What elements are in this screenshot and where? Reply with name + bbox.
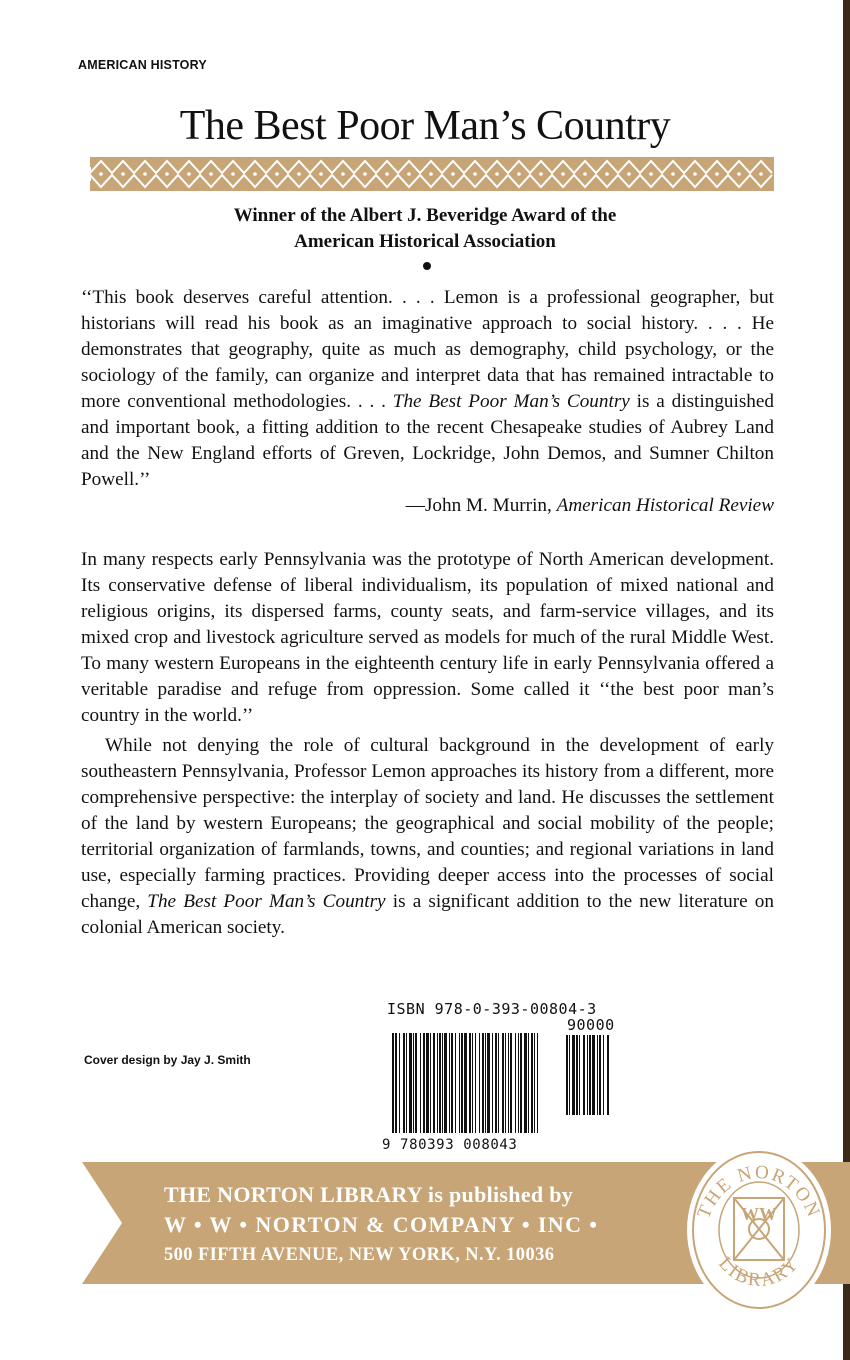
barcode-addon-bar [603,1035,604,1115]
reviewer-name: —John M. Murrin, [405,495,557,516]
ornament-dot [187,172,191,176]
barcode-bar [464,1033,467,1133]
barcode-bar [420,1033,421,1133]
barcode-bar [426,1033,429,1133]
barcode-addon-bar [592,1035,595,1115]
barcode-bar [520,1033,522,1133]
ornament-dot [407,172,411,176]
barcode-bar [505,1033,506,1133]
ornament-dot [253,172,257,176]
ornament-dot [451,172,455,176]
barcode-bar [498,1033,499,1133]
barcode-bar [409,1033,412,1133]
ornament-zigzag-lower [90,175,772,187]
barcode-addon-bar [566,1035,568,1115]
ornament-dot [693,172,697,176]
barcode-bar [430,1033,431,1133]
bullet-dot [423,262,431,270]
barcode-number: 9 780393 008043 [382,1137,518,1153]
decorative-zigzag-border [90,157,774,191]
category-label: AMERICAN HISTORY [78,58,207,72]
ornament-dot [209,172,213,176]
review-book-title: The Best Poor Man’s Country [392,391,630,412]
barcode-bar [482,1033,484,1133]
barcode-bar [518,1033,519,1133]
barcode-bar [479,1033,480,1133]
seal-text-top: THE NORTON [693,1161,825,1222]
barcode-bar [461,1033,463,1133]
barcode-bar [392,1033,394,1133]
barcode-bar [508,1033,509,1133]
barcode-bar [534,1033,535,1133]
ornament-dot [583,172,587,176]
barcode-addon-bar [587,1035,588,1115]
ornament-dot [539,172,543,176]
description-p2-part2: is a significant addition to the new literature on colonial American society. [81,891,774,938]
ornament-dot [671,172,675,176]
description-paragraph-2 [81,733,774,941]
description-paragraph-1: In many respects early Pennsylvania was the prototype of North American development. Its conservative defense of liberal individualism, its population of mixed national and religious origins, its dispersed farms, county seats, and farm-service villages, and its mixed crop and livestock agriculture served as models for much of the rural Middle West. To many western Europeans in the eighteenth century life in early Pennsylvania offered a veritable paradise and refuge from oppression. Some called it ‘‘the best poor man’s country in the world.’’ [81,549,774,726]
ornament-dot [627,172,631,176]
barcode-bar [528,1033,529,1133]
publisher-line-2: W • W • NORTON & COMPANY • INC • [164,1212,599,1237]
barcode-bar [433,1033,435,1133]
barcode-bar [413,1033,414,1133]
review-source: American Historical Review [556,495,774,516]
barcode-addon-bars [566,1035,626,1115]
ornament-dot [649,172,653,176]
publisher-info [164,1180,598,1270]
barcode-bar [451,1033,453,1133]
barcode-bar [475,1033,476,1133]
ornament-dot [715,172,719,176]
barcode-bar [515,1033,516,1133]
barcode-bar [455,1033,456,1133]
barcode-bar [437,1033,438,1133]
barcode-bar [403,1033,405,1133]
ornament-dot [473,172,477,176]
ornament-dot [297,172,301,176]
review-text-part2: is a distinguished and important book, a fitting addition to the recent Chesapeake studies of Aubrey Land and the New England efforts of Greven, Lockridge, John Demos, and Sumner Chilton Powell.’’ [81,391,775,490]
ornament-dot [759,172,763,176]
ornament-dot [99,172,103,176]
ornament-dot [517,172,521,176]
barcode-bar [524,1033,527,1133]
ornament-dot [363,172,367,176]
barcode-addon-bar [569,1035,570,1115]
review-quote [81,285,774,493]
norton-library-seal [684,1138,834,1316]
barcode-addon-bar [597,1035,598,1115]
barcode-bar [510,1033,512,1133]
ornament-dot [319,172,323,176]
barcode-bar [502,1033,504,1133]
barcode-bar [399,1033,400,1133]
barcode-bar [444,1033,447,1133]
barcode-bar [531,1033,533,1133]
barcode-addon-bar [572,1035,575,1115]
review-attribution [81,493,774,519]
isbn-label: ISBN 978-0-393-00804-3 [387,1000,597,1018]
barcode-addon-bar [589,1035,591,1115]
ornament-dot [341,172,345,176]
ornament-dot [143,172,147,176]
barcode-bar [442,1033,443,1133]
barcode-bar [439,1033,441,1133]
ornament-dot [275,172,279,176]
barcode-bar [406,1033,407,1133]
barcode-bar [485,1033,486,1133]
barcode-bar [492,1033,493,1133]
seal-text-bottom: LIBRARY [714,1252,804,1292]
description-p2-title: The Best Poor Man’s Country [147,891,386,912]
ornament-dot [385,172,389,176]
barcode-addon-bar [583,1035,585,1115]
barcode-addon-bar [599,1035,601,1115]
ornament-dot [231,172,235,176]
seal-monogram: WW [741,1204,777,1224]
ornament-dot [495,172,499,176]
ornament-dot [737,172,741,176]
publisher-line-1: THE NORTON LIBRARY is published by [164,1182,574,1207]
barcode-addon-bar [607,1035,609,1115]
award-line-2: American Historical Association [294,231,556,252]
barcode-bars [392,1033,558,1133]
ornament-zigzag-upper [90,161,772,173]
barcode-bar [449,1033,450,1133]
barcode-bar [472,1033,473,1133]
barcode-addon-bar [579,1035,580,1115]
barcode-bar [469,1033,471,1133]
award-line-1: Winner of the Albert J. Beveridge Award of the [233,205,617,226]
award-statement [0,203,850,255]
ornament-dot [605,172,609,176]
ornament-dot [429,172,433,176]
barcode-addon-bar [576,1035,578,1115]
barcode-bar [495,1033,497,1133]
cover-credit: Cover design by Jay J. Smith [84,1053,251,1067]
book-title: The Best Poor Man’s Country [179,103,671,149]
barcode-bar [395,1033,397,1133]
barcode-bar [459,1033,460,1133]
review-text-part1: ‘‘This book deserves careful attention. . . . Lemon is a professional geographer, but historians will read his book as an imaginative approach to social history. . . . He demonstrates that geography, quite as much as demography, child psychology, or the sociology of the family, can organize and interpret data that has remained intractable to more conventional methodologies. . . . [81,287,774,412]
ornament-dot [121,172,125,176]
barcode-bar [415,1033,417,1133]
description-p2-part1: While not denying the role of cultural background in the development of early southeastern Pennsylvania, Professor Lemon approaches its history from a different, more comprehensive perspective: the interplay of society and land. He discusses the settlement of the land by western Europeans; the geographical and social mobility of the people; territorial organization of farmlands, towns, and counties; and regional variations in land use, especially farming practices. Providing deeper access into the processes of social change, [81,735,774,912]
book-description [81,547,774,941]
publisher-line-3: 500 FIFTH AVENUE, NEW YORK, N.Y. 10036 [164,1245,555,1265]
barcode-bar [423,1033,425,1133]
ornament-dot [165,172,169,176]
price-code: 90000 [567,1016,615,1034]
barcode-bar [537,1033,538,1133]
ornament-dot [561,172,565,176]
barcode-bar [487,1033,490,1133]
